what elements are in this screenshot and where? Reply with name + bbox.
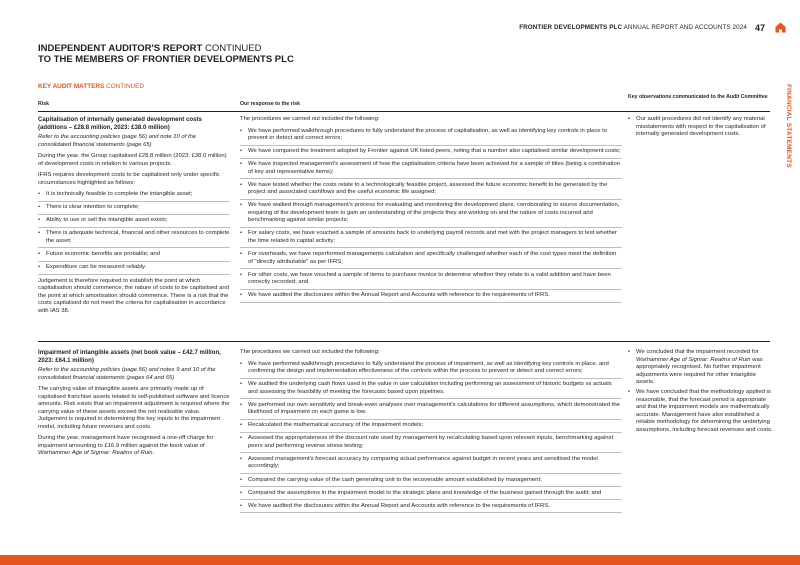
row-divider — [38, 341, 770, 342]
report-title — [519, 24, 747, 31]
row2-risk-paragraph: The carrying value of intangible assets are primarily made up of capitalised franchise assets related to self-published software and licence amounts. Risk exists that an impairment adjustment is required where the carrying value of these assets exceed the net realisable value. Judgement is required in determining the key inputs to the impairment model, including future revenues and costs. — [38, 386, 230, 430]
row1-risk-reference: Refer to the accounting policies (page 56) and note 10 of the consolidated financial statements (page 65) — [38, 134, 197, 148]
list-item: • Assessed the appropriateness of the discount rate used by management by recalculating based upon relevant inputs, benchmarking against peers and performing reverse stress testing; — [240, 435, 622, 453]
list-item: • Future economic benefits are probable; and — [38, 251, 230, 262]
row1-risk-cell — [38, 116, 230, 319]
row1-response-list — [240, 128, 622, 303]
list-item: • We have performed walkthrough procedures to fully understand the process of capitalisation, as well as identifying key controls in place to prevent or detect and correct errors; — [240, 128, 622, 146]
page-title — [38, 43, 294, 65]
section-label-main: KEY AUDIT MATTERS — [38, 83, 105, 90]
column-header-response: Our response to the risk — [240, 101, 300, 107]
list-item — [628, 349, 774, 387]
side-tab[interactable] — [782, 84, 792, 194]
section-label — [38, 83, 144, 90]
row1-risk-criteria-list — [38, 191, 230, 274]
list-item: • We have performed walkthrough procedures to fully understand the process of impairment, as well as identifying key controls in place, and confirming the design and implementation effectiveness of the controls within the process to prevent or detect and correct errors; — [240, 361, 622, 379]
page-number: 47 — [754, 22, 765, 33]
list-item: • There is clear intention to complete; — [38, 204, 230, 215]
section-label-continued: CONTINUED — [106, 83, 145, 90]
side-tab-label: FINANCIAL STATEMENTS — [785, 84, 792, 168]
column-header-observations: Key observations communicated to the Audit Committee — [628, 94, 768, 100]
row2-risk-paragraph-final — [38, 435, 230, 458]
row2-risk-final-end: . — [152, 450, 155, 457]
row2-response-intro: The procedures we carried out included the following: — [240, 349, 380, 355]
row2-response-list — [240, 361, 622, 514]
row1-observations-list — [628, 116, 774, 139]
list-item: • We have inspected management's assessment of how the capitalisation criteria have been achieved for a sample of titles (being a combination of key and representative items); — [240, 161, 622, 179]
list-item: • For overheads, we have reperformed managements calculation and specifically challenged whether each of the cost types meet the definition of "directly attributable" as per IFRS; — [240, 251, 622, 269]
title-continued: CONTINUED — [204, 43, 262, 54]
list-item: • We audited the underlying cash flows used in the value in use calculation including performing an assessment of historic budgets vs actuals and assessing the feasibility of meeting the forecasts based upon pipelines. — [240, 381, 622, 399]
row2-response-cell — [240, 349, 622, 516]
row1-risk-paragraph: IFRS requires development costs to be capitalised only under specific circumstances highlighted as follows: — [38, 172, 220, 186]
row2-risk-final-title: Warhammer Age of Sigmar: Realms of Ruin — [38, 450, 153, 457]
home-icon[interactable] — [775, 22, 786, 33]
list-item: • We have audited the disclosures within the Annual Report and Accounts with reference to the requirements of IFRS. — [240, 503, 622, 514]
footer-bar — [0, 555, 800, 565]
list-item: • We have tested whether the costs relate to a technologically feasible project, assessed the future economic benefit to be generated by the project and associated cashflows and the useful economic life assigned; — [240, 182, 622, 200]
row2-obs1-title: Warhammer Age of Sigmar: Realms of Ruin — [636, 356, 751, 363]
report-name: ANNUAL REPORT AND ACCOUNTS 2024 — [623, 24, 747, 31]
list-item: • For salary costs, we have vouched a sample of amounts back to underlying payroll records and met with the project managers to test whether the time related to capital activity; — [240, 230, 622, 248]
column-header-risk: Risk — [38, 101, 49, 107]
row1-risk-paragraph: During the year, the Group capitalised £28.8 million (2023: £38.0 million) of development costs in relation to various projects. — [38, 153, 227, 167]
list-item: • For other costs, we have vouched a sample of items to purchase invoice to determine whether they relate to a valid addition and have been correctly recorded; and — [240, 272, 622, 290]
row2-obs1-pre: We concluded that the impairment recorded for — [636, 349, 759, 355]
list-item: • Expenditure can be measured reliably. — [38, 264, 230, 275]
list-item: • Compared the assumptions in the impairment model to the strategic plans and knowledge of the business gained through the audit; and — [240, 490, 622, 501]
list-item: • We have concluded that the methodology applied is reasonable, that the forecast period is appropriate and that the impairment models are mathematically accurate. Management have also established a reliable methodology for determining the underlying assumptions, including forecast revenues and costs. — [628, 389, 774, 434]
row1-risk-title: Capitalisation of internally generated development costs (additions – £28.8 million, 2023: £38.0 million) — [38, 116, 202, 131]
list-item: • There is adequate technical, financial and other resources to complete the asset; — [38, 230, 230, 248]
list-item: • We performed our own sensitivity and break-even analyses over management's calculations for different assumptions, which demonstrated the likelihood of impairment on each game is low. — [240, 402, 622, 420]
row2-obs1-post: was appropriately recognised. No further impairment adjustments were required for other intangible assets. — [636, 356, 763, 385]
row1-response-cell — [240, 116, 622, 306]
list-item: • We have walked through management's process for evaluating and monitoring the development plans, corroborating to source documentation, enquiring of the development team to gain an understanding of the projects they are working on and the nature of costs incurred and benchmarking against similar projects; — [240, 202, 622, 228]
row2-risk-title: Impairment of intangible assets (net book value – £42.7 million, 2023: £64.1 million) — [38, 349, 221, 364]
row2-risk-final-text: During the year, management have recognised a one-off charge for impairment amounting to £16.9 million against the book value of — [38, 435, 214, 449]
title-main: INDEPENDENT AUDITOR'S REPORT — [38, 43, 203, 54]
row2-risk-reference: Refer to the accounting policies (page 56) and notes 9 and 10 of the consolidated financial statements (pages 64 and 65) — [38, 367, 216, 381]
list-item: • Ability to use or sell the intangible asset exists; — [38, 217, 230, 228]
list-item: • We have compared the treatment adopted by Frontier against UK listed peers, noting that a number also capitalised similar development costs; — [240, 148, 622, 159]
company-name: FRONTIER DEVELOPMENTS PLC — [519, 24, 623, 31]
header-divider — [38, 111, 770, 112]
list-item: • Assessed management's forecast accuracy by comparing actual performance against budget in recent years and sensitised the model accordingly; — [240, 456, 622, 474]
title-subline: TO THE MEMBERS OF FRONTIER DEVELOPMENTS PLC — [38, 54, 294, 65]
row2-observations-cell — [628, 349, 774, 437]
row1-response-intro: The procedures we carried out included the following: — [240, 116, 380, 122]
list-item: • Recalculated the mathematical accuracy of the impairment models; — [240, 422, 622, 433]
list-item: • It is technically feasible to complete the intangible asset; — [38, 191, 230, 202]
row1-risk-paragraph: Judgement is therefore required to establish the point at which capitalisation should commence, the nature of costs to be capitalised and the point at which amortisation should commence. There is a risk that the costs capitalised do not meet the criteria for capitalisation in accordance with IAS 38. — [38, 277, 229, 314]
row2-observations-list — [628, 349, 774, 434]
page-header — [519, 22, 786, 33]
list-item: • Compared the carrying value of the cash generating unit to the recoverable amount established by management; — [240, 477, 622, 488]
row2-risk-cell — [38, 349, 230, 462]
row1-observations-cell — [628, 116, 774, 142]
list-item: • Our audit procedures did not identify any material misstatements with respect to the capitalisation of internally generated development costs. — [628, 116, 774, 139]
list-item: • We have audited the disclosures within the Annual Report and Accounts with reference to the requirements of IFRS. — [240, 292, 622, 303]
